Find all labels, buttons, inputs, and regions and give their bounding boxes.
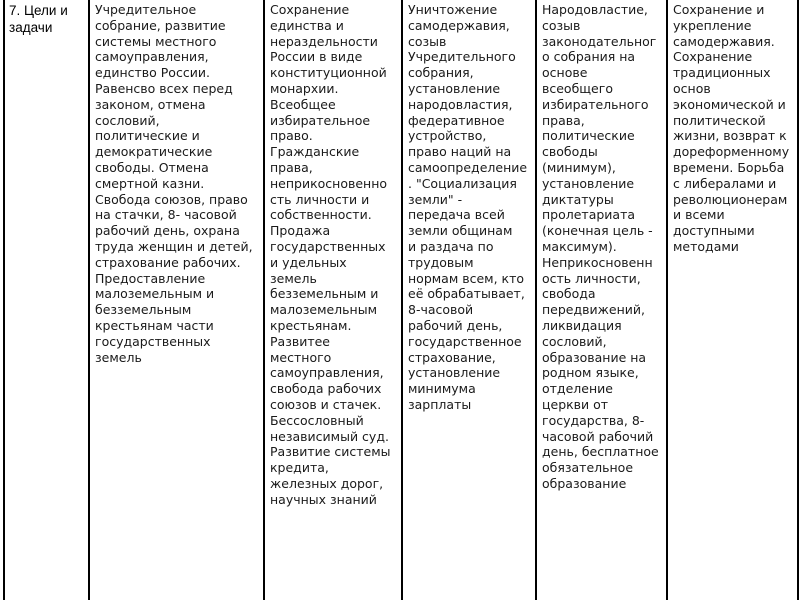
table-cell: Народовластие, созыв законодательног о собрания на основе всеобщего избирательного права, политические свободы (минимум), установление диктатуры пролетариата (конечная цель - максимум). Неприкосновенн ость личности, свобода передвижений, ликвидация сословий, образование на родном языке, отделение церкви от государства, 8- часовой рабочий день, бесплатное обязательное образование (536, 0, 667, 600)
table-row (4, 0, 798, 600)
table-cell: Уничтожение самодержавия, созыв Учредительного собрания, установление народовластия, федеративное устройство, право наций на самоопределение . "Социализация земли" - передача всей земли общинам и раздача по трудовым нормам всем, кто её обрабатывает, 8-часовой рабочий день, государственное страхование, установление минимума зарплаты (402, 0, 536, 600)
program-comparison-table (3, 0, 799, 600)
table-cell: Учредительное собрание, развитие системы местного самоуправления, единство России. Равенсво всех перед законом, отмена сословий, политические и демократические свободы. Отмена смертной казни. Свобода союзов, право на стачки, 8- часовой рабочий день, охрана труда женщин и детей, страхование рабочих. Предоставление малоземельным и безземельным крестьянам части государственных земель (89, 0, 264, 600)
row-label-goals-and-tasks: 7. Цели и задачи (4, 0, 89, 600)
table-cell: Сохранение единства и нераздельности России в виде конституционной монархии. Всеобщее избирательное право. Гражданские права, неприкосновенно сть личности и собственности. Продажа государственных и удельных земель безземельным и малоземельным крестьянам. Развитее местного самоуправления, свобода рабочих союзов и стачек. Бессословный независимый суд. Развитие системы кредита, железных дорог, научных знаний (264, 0, 402, 600)
table-cell: Сохранение и укрепление самодержавия. Сохранение традиционных основ экономической и политической жизни, возврат к дореформенному времени. Борьба с либералами и революционерам и всеми доступными методами (673, 2, 790, 254)
